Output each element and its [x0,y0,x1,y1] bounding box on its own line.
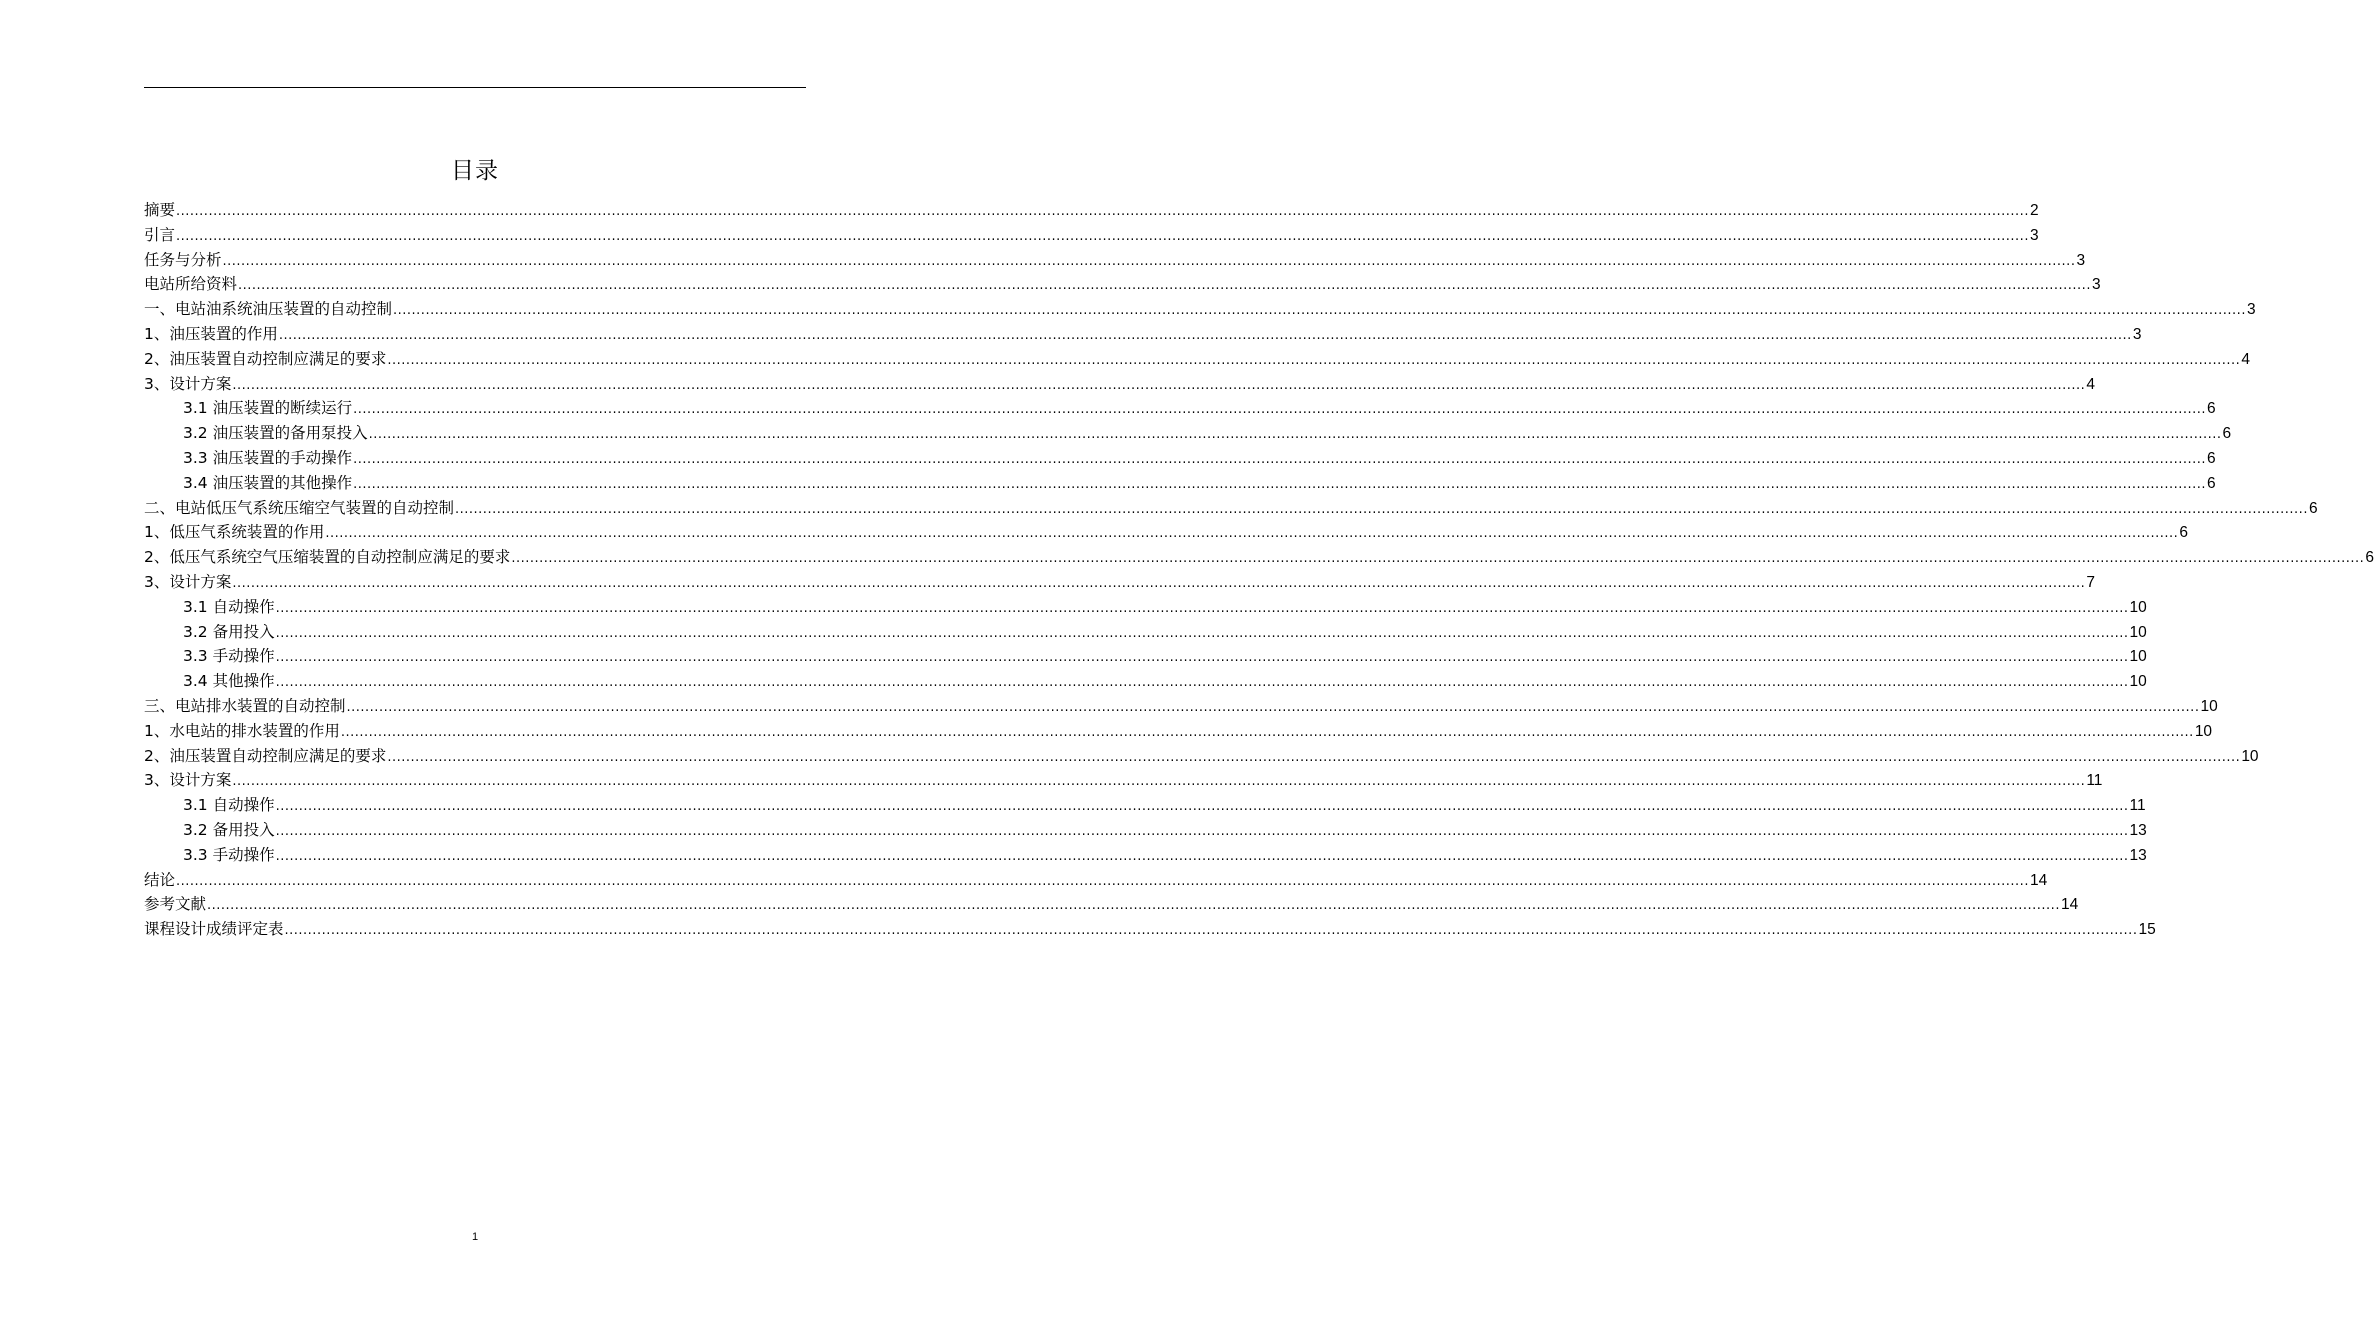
toc-entry-label: 参考文献 [144,895,207,914]
toc-entry-page: 6 [2179,524,2188,542]
toc-entry-page: 13 [2129,846,2147,864]
toc-dot-leader: ................................................................................................................................................................................................................................................................................................................................................................................................................ [511,551,2365,567]
toc-entry-page: 3 [2246,301,2256,319]
toc-entry-label: 3.4 油压装置的其他操作 [183,473,353,492]
toc-entry-label: 1、低压气系统装置的作用 [144,523,325,542]
toc-dot-leader: ................................................................................................................................................................................................................................................................................................................................................................................................................ [284,923,2138,939]
toc-dot-leader: ................................................................................................................................................................................................................................................................................................................................................................................................................ [207,898,2060,914]
toc-dot-leader: ................................................................................................................................................................................................................................................................................................................................................................................................................ [275,675,2129,691]
toc-entry-label: 3.2 备用投入 [183,622,275,641]
toc-entry-label: 3.4 其他操作 [183,672,275,691]
toc-entry-label: 3.1 自动操作 [183,796,275,815]
toc-entry-label: 3.3 油压装置的手动操作 [183,448,353,467]
toc-entry-label: 电站所给资料 [144,275,238,294]
toc-entry[interactable] [144,520,2188,545]
toc-entry-label: 1、油压装置的作用 [144,324,278,343]
header-rule [144,87,806,88]
toc-entry[interactable] [144,868,2048,893]
toc-entry-page: 15 [2138,921,2156,939]
toc-entry[interactable] [144,471,2216,496]
toc-entry-label: 1、水电站的排水装置的作用 [144,721,340,740]
toc-entry[interactable] [144,917,2156,942]
toc-entry[interactable] [144,198,2039,223]
toc-dot-leader: ................................................................................................................................................................................................................................................................................................................................................................................................................ [275,650,2129,666]
toc-entry-label: 3.3 手动操作 [183,647,275,666]
toc-entry[interactable] [144,396,2216,421]
toc-entry-label: 结论 [144,870,176,889]
toc-entry-page: 6 [2207,474,2216,492]
toc-dot-leader: ................................................................................................................................................................................................................................................................................................................................................................................................................ [176,228,2029,244]
toc-entry-page: 10 [2129,598,2147,616]
toc-dot-leader: ................................................................................................................................................................................................................................................................................................................................................................................................................ [387,749,2241,765]
toc-entry[interactable] [144,570,2095,595]
table-of-contents [144,198,2374,942]
toc-entry[interactable] [144,223,2039,248]
toc-entry-label: 一、电站油系统油压装置的自动控制 [144,300,393,319]
toc-dot-leader: ................................................................................................................................................................................................................................................................................................................................................................................................................ [353,476,2207,492]
toc-entry[interactable] [144,248,2086,273]
toc-dot-leader: ................................................................................................................................................................................................................................................................................................................................................................................................................ [232,377,2086,393]
toc-entry-page: 14 [2060,896,2079,914]
toc-entry[interactable] [144,545,2374,570]
toc-entry[interactable] [144,595,2147,620]
toc-entry-page: 7 [2086,573,2095,591]
toc-dot-leader: ................................................................................................................................................................................................................................................................................................................................................................................................................ [275,799,2129,815]
toc-entry[interactable] [144,372,2095,397]
toc-entry[interactable] [144,719,2213,744]
toc-entry-label: 3.1 自动操作 [183,597,275,616]
toc-dot-leader: ................................................................................................................................................................................................................................................................................................................................................................................................................ [232,575,2086,591]
toc-entry-page: 10 [2194,722,2213,740]
toc-entry-label: 3.2 油压装置的备用泵投入 [183,424,368,443]
toc-entry-label: 3.1 油压装置的断续运行 [183,399,353,418]
toc-entry[interactable] [144,892,2079,917]
toc-entry[interactable] [144,694,2218,719]
toc-entry-label: 3.3 手动操作 [183,845,275,864]
toc-title: 目录 [451,158,499,184]
toc-entry-page: 10 [2129,623,2147,641]
toc-entry[interactable] [144,793,2146,818]
toc-dot-leader: ................................................................................................................................................................................................................................................................................................................................................................................................................ [278,327,2132,343]
toc-dot-leader: ................................................................................................................................................................................................................................................................................................................................................................................................................ [176,204,2029,219]
toc-entry-label: 2、低压气系统空气压缩装置的自动控制应满足的要求 [144,548,511,567]
toc-entry-page: 10 [2241,747,2259,765]
toc-dot-leader: ................................................................................................................................................................................................................................................................................................................................................................................................................ [325,526,2179,542]
toc-entry[interactable] [144,669,2147,694]
toc-entry-label: 摘要 [144,201,176,219]
toc-entry-label: 3、设计方案 [144,374,232,393]
toc-entry-page: 6 [2365,549,2374,567]
toc-dot-leader: ................................................................................................................................................................................................................................................................................................................................................................................................................ [346,699,2200,715]
toc-entry[interactable] [144,272,2101,297]
toc-entry[interactable] [144,421,2232,446]
toc-dot-leader: ................................................................................................................................................................................................................................................................................................................................................................................................................ [275,823,2129,839]
toc-entry-page: 4 [2086,375,2095,393]
toc-dot-leader: ................................................................................................................................................................................................................................................................................................................................................................................................................ [232,774,2086,790]
toc-entry-label: 3、设计方案 [144,771,232,790]
toc-entry[interactable] [144,644,2147,669]
toc-entry[interactable] [144,322,2142,347]
toc-entry-page: 11 [2129,797,2146,815]
toc-dot-leader: ................................................................................................................................................................................................................................................................................................................................................................................................................ [238,278,2091,294]
toc-entry-label: 三、电站排水装置的自动控制 [144,696,346,715]
toc-dot-leader: ................................................................................................................................................................................................................................................................................................................................................................................................................ [353,402,2207,418]
toc-entry-label: 任务与分析 [144,250,222,269]
toc-entry-page: 6 [2207,449,2216,467]
toc-dot-leader: ................................................................................................................................................................................................................................................................................................................................................................................................................ [340,724,2194,740]
toc-entry-page: 3 [2029,226,2039,244]
toc-dot-leader: ................................................................................................................................................................................................................................................................................................................................................................................................................ [275,600,2129,616]
toc-entry-page: 13 [2129,821,2147,839]
toc-entry[interactable] [144,744,2259,769]
toc-dot-leader: ................................................................................................................................................................................................................................................................................................................................................................................................................ [393,303,2246,319]
toc-dot-leader: ................................................................................................................................................................................................................................................................................................................................................................................................................ [222,253,2076,269]
toc-entry-page: 6 [2207,400,2216,418]
toc-dot-leader: ................................................................................................................................................................................................................................................................................................................................................................................................................ [387,352,2241,368]
toc-entry[interactable] [144,496,2318,521]
toc-dot-leader: ................................................................................................................................................................................................................................................................................................................................................................................................................ [353,451,2207,467]
toc-entry[interactable] [144,297,2256,322]
toc-entry-page: 6 [2308,499,2318,517]
toc-entry[interactable] [144,347,2250,372]
toc-dot-leader: ................................................................................................................................................................................................................................................................................................................................................................................................................ [275,625,2129,641]
toc-entry-page: 10 [2129,673,2147,691]
toc-entry-page: 4 [2241,350,2250,368]
page-number: 1 [471,1231,479,1243]
toc-entry-page: 3 [2091,276,2101,294]
toc-entry-page: 10 [2200,697,2218,715]
toc-dot-leader: ................................................................................................................................................................................................................................................................................................................................................................................................................ [176,873,2029,889]
toc-entry-page: 3 [2132,325,2142,343]
toc-entry-label: 2、油压装置自动控制应满足的要求 [144,746,387,765]
toc-entry[interactable] [144,620,2147,645]
toc-entry-label: 3.2 备用投入 [183,820,275,839]
toc-entry-page: 10 [2129,648,2147,666]
toc-entry[interactable] [144,843,2147,868]
toc-entry[interactable] [144,446,2216,471]
toc-entry-label: 3、设计方案 [144,572,232,591]
toc-entry-label: 课程设计成绩评定表 [144,920,284,939]
toc-entry[interactable] [144,818,2147,843]
toc-entry-page: 3 [2076,251,2086,269]
toc-entry-page: 6 [2222,425,2232,443]
toc-entry-page: 11 [2086,772,2103,790]
toc-entry[interactable] [144,768,2103,793]
toc-entry-label: 引言 [144,225,176,244]
toc-entry-page: 2 [2029,202,2039,219]
toc-entry-label: 2、油压装置自动控制应满足的要求 [144,349,387,368]
toc-dot-leader: ................................................................................................................................................................................................................................................................................................................................................................................................................ [455,501,2308,517]
toc-dot-leader: ................................................................................................................................................................................................................................................................................................................................................................................................................ [368,427,2222,443]
toc-entry-page: 14 [2029,871,2048,889]
toc-dot-leader: ................................................................................................................................................................................................................................................................................................................................................................................................................ [275,848,2129,864]
toc-entry-label: 二、电站低压气系统压缩空气装置的自动控制 [144,498,455,517]
